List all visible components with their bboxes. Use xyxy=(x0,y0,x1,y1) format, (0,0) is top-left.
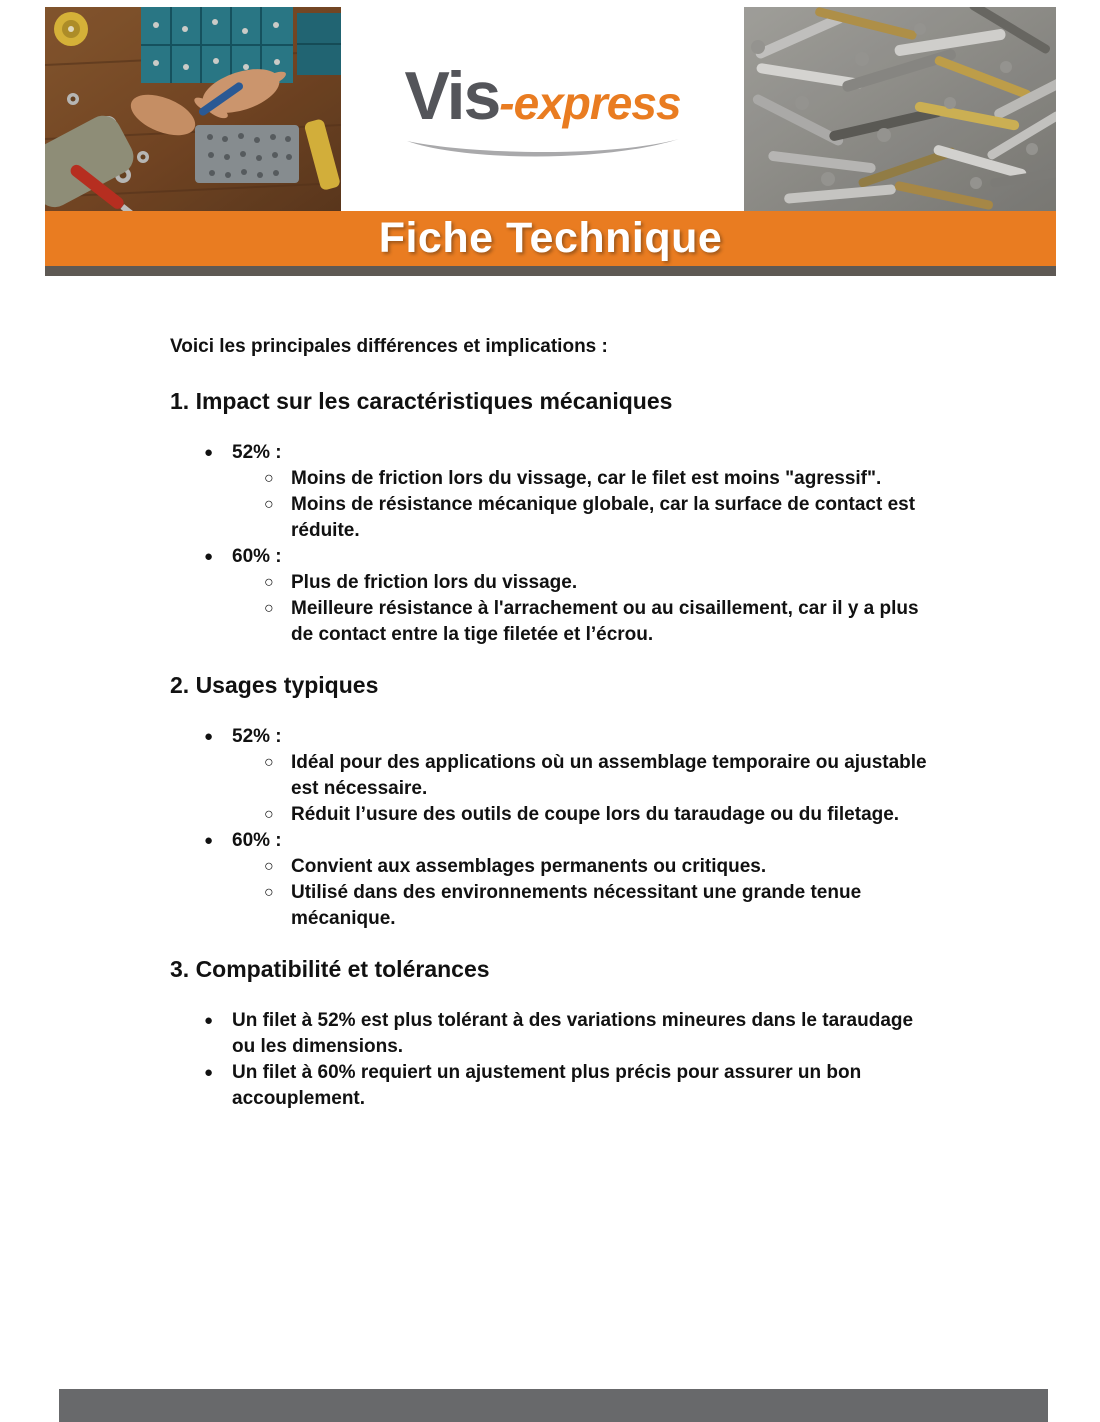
logo-text-vis: Vis xyxy=(404,58,500,134)
list-subitem xyxy=(170,750,936,802)
circle-bullet-icon: ○ xyxy=(264,754,274,771)
section-compatibilite xyxy=(170,954,936,1112)
circle-bullet-icon: ○ xyxy=(264,600,274,617)
footer-bar xyxy=(59,1389,1048,1422)
bullet-icon: ● xyxy=(204,832,214,849)
bullet-icon: ● xyxy=(204,444,214,461)
section-mechanical xyxy=(170,386,936,648)
list-subitem xyxy=(170,880,936,932)
circle-bullet-icon: ○ xyxy=(264,496,274,513)
list-item-text: 52% : xyxy=(232,442,282,463)
list-item-text: 60% : xyxy=(232,546,282,567)
list-item-text: Un filet à 52% est plus tolérant à des variations mineures dans le taraudage ou les dimensions. xyxy=(232,1010,914,1057)
bullet-icon: ● xyxy=(204,728,214,745)
circle-bullet-icon: ○ xyxy=(264,470,274,487)
circle-bullet-icon: ○ xyxy=(264,858,274,875)
list-item-text: Moins de résistance mécanique globale, car la surface de contact est réduite. xyxy=(291,494,916,541)
list-subitem xyxy=(170,466,936,492)
list-item xyxy=(170,440,936,466)
bullet-icon: ● xyxy=(204,1012,214,1029)
banner-title: Fiche Technique xyxy=(378,214,723,262)
list-item xyxy=(170,724,936,750)
circle-bullet-icon: ○ xyxy=(264,884,274,901)
logo xyxy=(341,7,744,211)
list-item-text: Plus de friction lors du vissage. xyxy=(291,572,578,593)
list-item-text: Meilleure résistance à l'arrachement ou au cisaillement, car il y a plus de contact entre la tige filetée et l’écrou. xyxy=(291,598,919,645)
list-item-text: Convient aux assemblages permanents ou critiques. xyxy=(291,856,767,877)
list-subitem xyxy=(170,570,936,596)
list-item-text: Un filet à 60% requiert un ajustement plus précis pour assurer un bon accouplement. xyxy=(232,1062,862,1109)
list-item xyxy=(170,1008,936,1060)
section-heading: 2. Usages typiques xyxy=(170,672,379,698)
list-subitem xyxy=(170,492,936,544)
list-item-text: Réduit l’usure des outils de coupe lors du taraudage ou du filetage. xyxy=(291,804,900,825)
screws-photo xyxy=(744,7,1056,211)
list-subitem xyxy=(170,596,936,648)
list-subitem xyxy=(170,854,936,880)
header xyxy=(45,7,1056,276)
list-item xyxy=(170,1060,936,1112)
list-item-text: Idéal pour des applications où un assemblage temporaire ou ajustable est nécessaire. xyxy=(291,752,927,799)
list-item-text: Utilisé dans des environnements nécessitant une grande tenue mécanique. xyxy=(291,882,862,929)
logo-swoosh-icon xyxy=(403,135,683,161)
bullet-icon: ● xyxy=(204,1064,214,1081)
list-item-text: Moins de friction lors du vissage, car le filet est moins "agressif". xyxy=(291,468,882,489)
list-subitem xyxy=(170,802,936,828)
logo-text-express: -express xyxy=(499,77,681,129)
bullet-list xyxy=(170,440,936,648)
banner-shadow xyxy=(45,266,1056,276)
circle-bullet-icon: ○ xyxy=(264,806,274,823)
list-item-text: 52% : xyxy=(232,726,282,747)
list-item xyxy=(170,544,936,570)
list-item xyxy=(170,828,936,854)
bullet-icon: ● xyxy=(204,548,214,565)
circle-bullet-icon: ○ xyxy=(264,574,274,591)
bullet-list xyxy=(170,724,936,932)
intro-paragraph: Voici les principales différences et implications : xyxy=(170,336,608,357)
workbench-photo xyxy=(45,7,341,211)
section-heading: 3. Compatibilité et tolérances xyxy=(170,956,490,982)
logo-text xyxy=(404,57,680,135)
banner xyxy=(45,211,1056,266)
header-photos xyxy=(45,7,1056,211)
section-heading: 1. Impact sur les caractéristiques mécaniques xyxy=(170,388,673,414)
bullet-list xyxy=(170,1008,936,1112)
section-usages xyxy=(170,670,936,932)
list-item-text: 60% : xyxy=(232,830,282,851)
document-body xyxy=(170,334,936,1134)
